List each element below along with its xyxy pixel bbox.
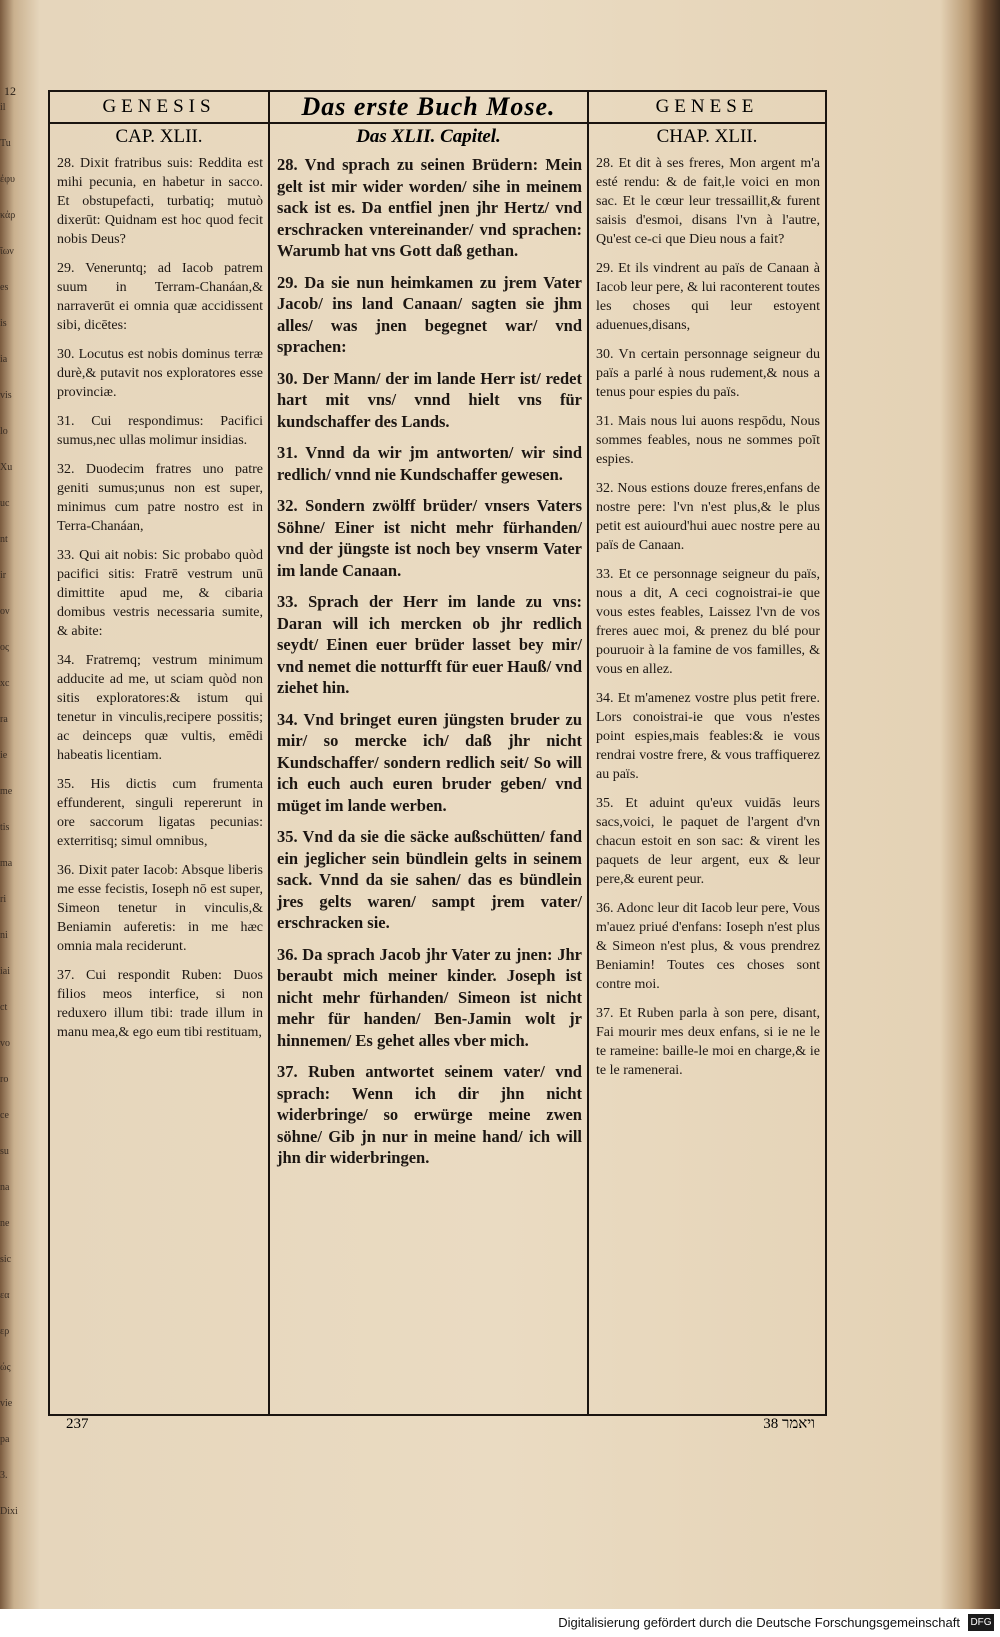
- latin-verse: 37. Cui respondit Ruben: Duos filios meos interfice, si non reduxero illum tibi: trade illum in manu mea,& ego eum tibi restituam,: [57, 968, 263, 1040]
- latin-column: [50, 92, 270, 1414]
- german-verse: 34. Vnd bringet euren jüngsten bruder zu mir/ so mercke ich/ daß jhr nicht Kundschaffer/ sondern redlich seit/ So will ich euch auch euren bruder geben/ vnd müget im lande werben.: [277, 709, 582, 815]
- left-margin-fragment: κἀρ: [0, 210, 16, 221]
- german-column: [270, 92, 589, 1414]
- german-verses: [277, 154, 582, 1179]
- german-header-title: Das erste Buch Mose.: [301, 92, 556, 121]
- latin-verse: 34. Fratremq; vestrum minimum adducite ad me, ut sciam quòd non sitis exploratores:& istum qui tenetur in vinculis,recipere possitis; ac deinceps quæ vultis, emēdi habeatis licentiam.: [57, 653, 263, 763]
- left-margin-fragment: xc: [0, 678, 10, 689]
- latin-verse: 31. Cui respondimus: Pacifici sumus,nec ullas molimur insidias.: [57, 414, 263, 448]
- french-verse: 36. Adonc leur dit Iacob leur pere, Vous m'auez priué d'enfans: Ioseph n'est plus & Simeon n'est plus, & vous prendrez Beniamin! Toutes ces choses sont contre moi.: [596, 901, 820, 992]
- left-margin-fragment: ct: [0, 1002, 8, 1013]
- latin-verse: 35. His dictis cum frumenta effunderent, singuli repererunt in ore saccorum ligatas pecunias: exterritisq; simul omnibus,: [57, 777, 263, 849]
- left-margin-fragment: ερ: [0, 1326, 10, 1337]
- left-margin-fragment: is: [0, 318, 7, 329]
- german-verse: 28. Vnd sprach zu seinen Brüdern: Mein gelt ist mir wider worden/ sihe in meinem sack ist es. Da entfiel jnen jhr Hertz/ vnd erschracken vntereinander/ vnd sprachen: Warumb hat vns Gott daß gethan.: [277, 155, 582, 260]
- left-margin-fragment: ia: [0, 354, 8, 365]
- left-margin-fragment: ie: [0, 750, 8, 761]
- german-verse: 31. Vnnd da wir jm antworten/ wir sind redlich/ vnnd nie Kundschaffer gewesen.: [277, 443, 582, 484]
- french-verse: 34. Et m'amenez vostre plus petit frere. Lors conoistrai-ie que vous n'estes point espies,mais feables:& ie vous rendrai vostre frere, & vous traffiquerez au païs.: [596, 691, 820, 782]
- left-margin-fragment: pa: [0, 1434, 10, 1445]
- french-verse: 33. Et ce personnage seigneur du païs, nous a dit, A ceci cognoistrai-ie que vous estes feables, Laissez l'vn de vos freres auec moi, & prenez du blé pour pouruoir à la famine de vos familles, & vous en allez.: [596, 567, 820, 677]
- dfg-banner-text: Digitalisierung gefördert durch die Deutsche Forschungsgemeinschaft: [558, 1615, 960, 1630]
- text-frame: [48, 90, 827, 1416]
- german-chapter-title: Das XLII. Capitel.: [356, 126, 501, 147]
- left-margin-fragment: ἐφυ: [0, 174, 15, 185]
- left-margin-fragment: sic: [0, 1254, 12, 1265]
- french-column: [589, 92, 825, 1414]
- left-margin-fragment: il: [0, 102, 6, 113]
- left-margin-fragment: ος: [0, 642, 9, 653]
- left-margin-fragment: εα: [0, 1290, 10, 1301]
- left-margin-fragment: iai: [0, 966, 10, 977]
- left-margin-fragment: es: [0, 282, 9, 293]
- left-margin-fragment: me: [0, 786, 13, 797]
- latin-verse: 30. Locutus est nobis dominus terræ durè,& putavit nos exploratores esse provinciæ.: [57, 347, 263, 400]
- left-margin-fragment: ne: [0, 1218, 10, 1229]
- left-margin-fragment: ma: [0, 858, 13, 869]
- german-verse: 35. Vnd da sie die säcke außschütten/ fand ein jeglicher sein bündlein gelts in seinem sack. Vnnd da sie sahen/ das es bündlein jres gelts waren/ sampt jrem vater/ erschracken sie.: [277, 827, 582, 932]
- latin-verse: 29. Veneruntq; ad Iacob patrem suum in Terram-Chanáan,& narraverūt ei omnia quæ accidissent sibi, dicētes:: [57, 261, 263, 333]
- margin-top-mark: 12: [4, 84, 16, 98]
- latin-verse: 36. Dixit pater Iacob: Absque liberis me esse fecistis, Ioseph nō est super, Simeon tenetur in vinculis,& Beniamin auferetis: in me hæc omnia mala reciderunt.: [57, 863, 263, 954]
- french-verse: 31. Mais nous lui auons respōdu, Nous sommes feables, nous ne sommes poīt espies.: [596, 414, 820, 467]
- german-header: [270, 92, 587, 124]
- left-margin-fragment: lo: [0, 426, 8, 437]
- german-verse: 30. Der Mann/ der im lande Herr ist/ redet hart mit vns/ vnnd hielt vns für kundschaffer des Lands.: [277, 368, 582, 431]
- left-margin-fragment: 3. Dixi: [0, 1470, 18, 1517]
- left-margin-fragment: ce: [0, 1110, 9, 1121]
- left-margin-fragment: ῖων: [0, 246, 14, 257]
- french-verse: 35. Et aduint qu'eux vuidās leurs sacs,voici, le paquet de l'argent d'vn chacun estoit en son sac: & virent les paquets de leur argent, eux & leur pere,& eurent peur.: [596, 796, 820, 887]
- left-margin-fragment: su: [0, 1146, 9, 1157]
- latin-verse: 33. Qui ait nobis: Sic probabo quòd pacifici sitis: Fratrē vestrum unū dimittite apud me, & cibaria domibus vestris necessaria sumite, & abite:: [57, 548, 263, 639]
- german-verse: 37. Ruben antwortet seinem vater/ vnd sprach: Wenn ich dir jhn nicht widerbringe/ so erwürge meine zwen söhne/ Gib jn nur in meine hand/ ich will jhn dir widerbringen.: [277, 1062, 582, 1167]
- left-margin-fragment: Tu: [0, 138, 11, 149]
- page-number: 237: [66, 1416, 89, 1432]
- left-margin-fragment: uc: [0, 498, 10, 509]
- catchword: ויאמר 38: [763, 1416, 815, 1432]
- french-verse: 37. Et Ruben parla à son pere, disant, Fai mourir mes deux enfans, si ie ne le te rameine: baille-le moi en charge,& ie te le ramenerai.: [596, 1006, 820, 1078]
- dfg-banner: [0, 1609, 1000, 1637]
- left-margin-fragment: ον: [0, 606, 10, 617]
- left-margin-fragment: vis: [0, 390, 12, 401]
- french-verse: 32. Nous estions douze freres,enfans de nostre pere: l'vn n'est plus,& le plus petit est auiourd'hui auec nostre pere au païs de Canaan.: [596, 481, 820, 553]
- latin-verse: 32. Duodecim fratres uno patre geniti sumus;unus non est super, minimus cum patre nostro est in Terra-Chanáan,: [57, 462, 263, 534]
- left-margin-fragment: tis: [0, 822, 10, 833]
- latin-chapter-title: CAP. XLII.: [115, 126, 203, 147]
- french-chapter-title: CHAP. XLII.: [656, 126, 758, 147]
- dfg-logo-icon: DFG: [968, 1614, 994, 1631]
- french-verse: 30. Vn certain personnage seigneur du païs a parlé à nous rudement,& nous a tenus pour espies du païs.: [596, 347, 820, 400]
- latin-verses: [57, 154, 263, 1052]
- german-verse: 36. Da sprach Jacob jhr Vater zu jnen: Jhr beraubt mich meiner kinder. Joseph ist nicht mehr fürhanden/ Simeon ist nicht mehr für handen/ Ben-Jamin wolt jr hinnemen/ Es gehet alles vber mich.: [277, 944, 582, 1050]
- french-header: [589, 92, 825, 124]
- page-footer: [48, 1414, 825, 1438]
- french-verse: 28. Et dit à ses freres, Mon argent m'a esté rendu: & de fait,le voici en mon sac. Et le cœur leur tressaillit,& furent saisis d'esmoi, disans l'vn à l'autre, Qu'est ce-ci que Dieu nous a fait?: [596, 156, 820, 247]
- latin-verse: 28. Dixit fratribus suis: Reddita est mihi pecunia, en habetur in sacco. Et obstupefacti, turbatiq; mutuò dixerūt: Quidnam est hoc quod fecit nobis Deus?: [57, 156, 263, 247]
- french-verse: 29. Et ils vindrent au païs de Canaan à Iacob leur pere, & lui raconterent toutes les choses qui leur estoyent aduenues,disans,: [596, 261, 820, 333]
- left-margin-fragment: nt: [0, 534, 8, 545]
- german-verse: 29. Da sie nun heimkamen zu jrem Vater Jacob/ ins land Canaan/ sagten sie jhm alles/ was jnen begegnet war/ vnd sprachen:: [277, 272, 582, 356]
- left-margin-fragment: ra: [0, 714, 8, 725]
- left-margin-fragment: vie: [0, 1398, 13, 1409]
- left-margin-fragment: ri: [0, 894, 7, 905]
- latin-header-title: GENESIS: [102, 96, 216, 117]
- left-margin-fragment: na: [0, 1182, 10, 1193]
- french-header-title: GENESE: [655, 96, 759, 117]
- german-verse: 32. Sondern zwölff brüder/ vnsers Vaters Söhne/ Einer ist nicht mehr fürhanden/ vnd der jüngste ist noch bey vnserm Vater im lande Canaan.: [277, 496, 582, 580]
- left-margin-fragment: vo: [0, 1038, 10, 1049]
- left-margin-fragment: Xu: [0, 462, 13, 473]
- french-verses: [596, 154, 820, 1090]
- left-margin-fragment: ro: [0, 1074, 9, 1085]
- german-verse: 33. Sprach der Herr im lande zu vns: Daran will ich mercken ob jhr redlich seydt/ Einen euer brüder lasset bey mir/ vnd nemet die notturfft für euer Hauß/ vnd ziehet hin.: [277, 592, 582, 697]
- left-margin-fragment: ώς: [0, 1362, 11, 1373]
- latin-header: [50, 92, 268, 124]
- left-margin-fragment: ni: [0, 930, 8, 941]
- left-margin-fragments: [0, 90, 22, 1517]
- left-margin-fragment: ir: [0, 570, 7, 581]
